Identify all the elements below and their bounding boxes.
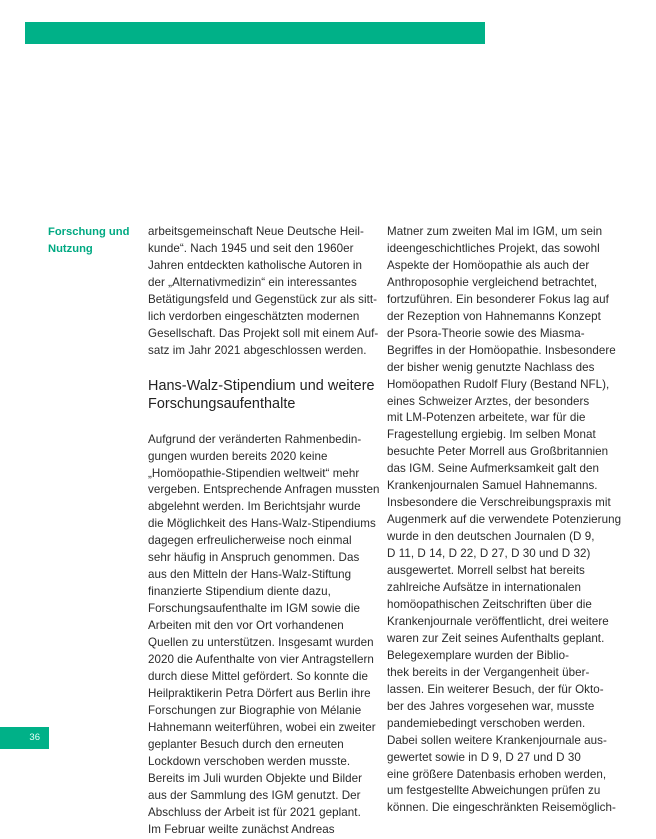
text-line: Abschluss der Arbeit ist für 2021 geplant. (148, 805, 361, 819)
text-line: Matner zum zweiten Mal im IGM, um sein (387, 225, 603, 238)
subheading (148, 377, 380, 413)
text-line: Hans-Walz-Stipendium und weitere (148, 377, 375, 394)
text-line: geplanter Besuch durch den erneuten (148, 737, 344, 751)
header-accent-bar (25, 22, 485, 44)
text-line: Anthroposophie vergleichend betrachtet, (387, 275, 598, 289)
text-line: sehr häufig in Anspruch genommen. Das (148, 551, 360, 565)
text-line: Jahren entdeckten katholische Autoren in (148, 258, 363, 272)
text-line: Lockdown verschoben werden musste. (148, 754, 351, 768)
text-line: können. Die eingeschränkten Reisemöglich- (387, 801, 616, 815)
text-line: durch diese Mittel gefördert. So konnte die (148, 669, 368, 683)
paragraph-stipendium (148, 432, 380, 839)
text-line: der Psora-Theorie sowie des Miasma- (387, 326, 585, 340)
text-line: Augenmerk auf die verwendete Potenzierung (387, 513, 622, 527)
text-line: Begriffes in der Homöopathie. Insbesondere (387, 343, 616, 357)
text-line: gewertet sowie in D 9, D 27 und D 30 (387, 750, 581, 764)
text-line: Aspekte der Homöopathie als auch der (387, 258, 590, 272)
text-line: zahlreiche Aufsätze in internationalen (387, 581, 581, 595)
text-line: finanzierte Stipendium diente dazu, (148, 585, 331, 599)
text-line: satz im Jahr 2021 abgeschlossen werden. (148, 343, 367, 357)
text-line: der bisher wenig genutzte Nachlass des (387, 360, 595, 374)
text-line: Im Februar weilte zunächst Andreas (148, 822, 335, 836)
text-line: Bereits im Juli wurden Objekte und Bilder (148, 771, 363, 785)
text-line: der „Alternativmedizin“ ein interessantes (148, 275, 357, 289)
text-line: abgelehnt werden. Im Berichtsjahr wurde (148, 500, 361, 514)
text-line: Fragestellung ergiebig. Im selben Monat (387, 428, 596, 442)
text-line: Hahnemann weiterführen, wobei ein zweiter (148, 720, 376, 734)
text-line: 2020 die Aufenthalte von vier Antragstellern (148, 653, 374, 667)
paragraph-continuation (387, 224, 622, 817)
text-line: D 11, D 14, D 22, D 27, D 30 und D 32) (387, 547, 591, 561)
text-line: „Homöopathie-Stipendien weltweit“ mehr (148, 466, 360, 480)
paragraph-intro (148, 224, 380, 360)
text-line: Krankenjournale veröffentlicht, drei weitere (387, 614, 609, 628)
text-line: Betätigungsfeld und Gegenstück zur als sitt- (148, 292, 378, 306)
text-line: ber des Jahres vorgesehen war, musste (387, 699, 595, 713)
section-label-line: Forschung und (48, 226, 130, 238)
text-line: Forschungsaufenthalte (148, 395, 296, 412)
text-line: um festgestellte Abweichungen prüfen zu (387, 784, 601, 798)
text-line: lassen. Ein weiterer Besuch, der für Okto- (387, 682, 604, 696)
page-number: 36 (29, 732, 40, 743)
text-line: wurde in den deutschen Journalen (D 9, (387, 530, 595, 544)
text-line: die Möglichkeit des Hans-Walz-Stipendiums (148, 517, 376, 531)
text-line: Dabei sollen weitere Krankenjournale aus- (387, 733, 607, 747)
text-line: aus der Sammlung des IGM genutzt. Der (148, 788, 361, 802)
text-line: Belegexemplare wurden der Biblio- (387, 648, 570, 662)
text-line: das IGM. Seine Aufmerksamkeit galt den (387, 462, 599, 476)
text-line: aus den Mitteln der Hans-Walz-Stiftung (148, 568, 352, 582)
text-line: Heilpraktikerin Petra Dörfert aus Berlin ihre (148, 686, 371, 700)
text-column-right (387, 224, 622, 817)
text-line: ideengeschichtliches Projekt, das sowohl (387, 241, 600, 255)
text-line: Quellen zu unterstützen. Insgesamt wurden (148, 636, 374, 650)
text-line: Arbeiten mit den vor Ort vorhandenen (148, 619, 344, 633)
text-line: der Rezeption von Hahnemanns Konzept (387, 309, 601, 323)
text-line: eines Schweizer Arztes, der besonders (387, 394, 590, 408)
page-number-tab (0, 727, 49, 749)
text-line: homöopathischen Zeitschriften über die (387, 597, 592, 611)
text-line: thek bereits in der Vergangenheit über- (387, 665, 590, 679)
text-column-left (148, 224, 380, 839)
text-line: lich verdorben eingeschätzten modernen (148, 309, 360, 323)
text-line: Aufgrund der veränderten Rahmenbedin- (148, 432, 362, 446)
text-line: Gesellschaft. Das Projekt soll mit einem Auf- (148, 326, 379, 340)
text-line: dagegen erfreulicherweise noch einmal (148, 534, 352, 548)
text-line: besuchte Peter Morrell aus Großbritannien (387, 445, 609, 459)
text-line: mit LM-Potenzen arbeitete, war für die (387, 411, 586, 425)
section-label-line: Nutzung (48, 243, 93, 255)
text-line: pandemiebedingt verschoben werden. (387, 716, 586, 730)
text-line: gungen wurden bereits 2020 keine (148, 449, 328, 463)
text-line: Homöopathen Rudolf Flury (Bestand NFL), (387, 377, 610, 391)
text-line: waren zur Zeit seines Aufenthalts geplant. (387, 631, 605, 645)
text-line: ausgewertet. Morrell selbst hat bereits (387, 564, 585, 578)
text-line: vergeben. Entsprechende Anfragen mussten (148, 483, 380, 497)
section-label (48, 224, 138, 258)
text-line: eine größere Datenbasis erhoben werden, (387, 767, 607, 781)
text-line: Forschungen zur Biographie von Mélanie (148, 703, 362, 717)
text-line: Krankenjournalen Samuel Hahnemanns. (387, 479, 598, 493)
text-line: Insbesondere die Verschreibungspraxis mit (387, 496, 611, 510)
text-line: arbeitsgemeinschaft Neue Deutsche Heil- (148, 225, 364, 238)
text-line: fortzuführen. Ein besonderer Fokus lag auf (387, 292, 609, 306)
text-line: kunde“. Nach 1945 und seit den 1960er (148, 241, 354, 255)
text-line: Forschungsaufenthalte im IGM sowie die (148, 602, 360, 616)
